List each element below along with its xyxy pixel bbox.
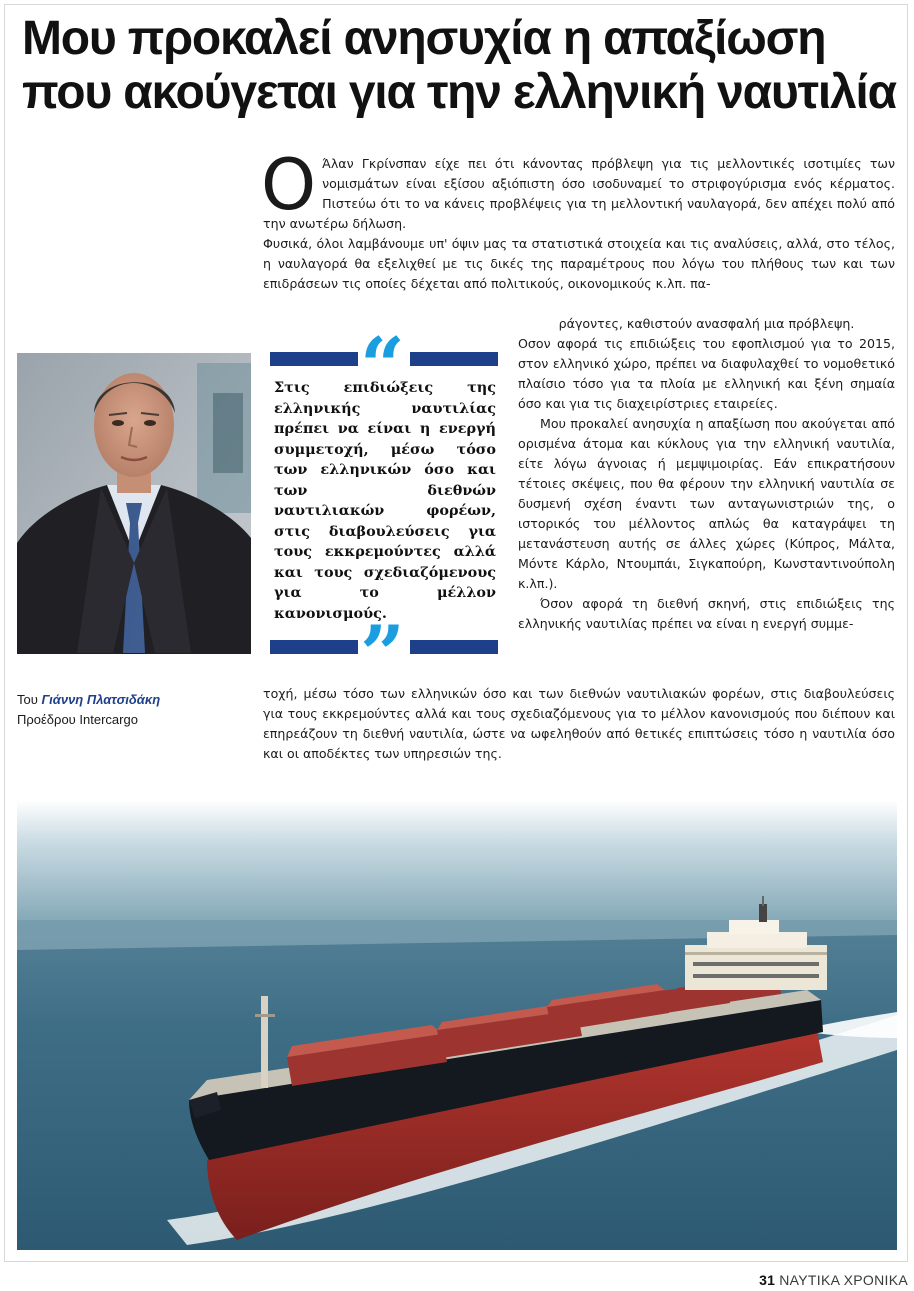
- article-paragraph-5: Όσον αφορά τη διεθνή σκηνή, στις επιδιώξεις της ελληνικής ναυτιλίας πρέπει να είναι η ενεργή συμμε-: [518, 596, 895, 631]
- article-closing: [263, 684, 895, 764]
- article-right-column: [518, 314, 895, 634]
- pull-quote: [270, 321, 498, 700]
- page-folio: [759, 1272, 908, 1288]
- article-paragraph-3: Οσον αφορά τις επιδιώξεις του εφοπλισμού για το 2015, στον ελληνικό χώρο, πρέπει να διαφυλαχθεί το νομοθετικό πλαίσιο τόσο για τα πλοία με ελληνική και ξένη σημαία όσο και για τις διαχειρίστριες εταιρείες.: [518, 336, 895, 411]
- page-number: 31: [759, 1272, 776, 1288]
- byline-title: Προέδρου Intercargo: [17, 712, 138, 727]
- author-portrait: [17, 353, 251, 654]
- byline-author: Γιάννη Πλατσιδάκη: [41, 692, 161, 707]
- headline-line-1: Μου προκαλεί ανησυχία η απαξίωση: [22, 12, 826, 65]
- article-intro: [261, 144, 895, 294]
- article-paragraph-1: Άλαν Γκρίνσπαν είχε πει ότι κάνοντας πρόβλεψη για τις μελλοντικές ισοτιμίες των νομισμάτων είναι εξίσου αξιόπιστη όσο ισοδυναμεί το στριφογύρισμα ενός κέρματος. Πιστεύω ότι το να κάνεις προβλέψεις για τη μελλοντική ναυλαγορά, δεν απέχει πολύ από την ανωτέρω δήλωση.: [263, 156, 895, 231]
- article-paragraph-2-end: ράγοντες, καθιστούν ανασφαλή μια πρόβλεψη.: [558, 316, 855, 331]
- article-paragraph-4: Μου προκαλεί ανησυχία η απαξίωση που ακούγεται από ορισμένα άτομα και κύκλους για την ελληνική ναυτιλία, είτε λόγω άγνοιας ή μεμψιμοιρίας. Εάν επικρατήσουν τέτοιες σκέψεις, που θα φέρουν την ελληνική ναυτιλία σε δυσμενή σχέση έναντι των ανταγωνιστριών της, ο ιστορικός του μέλλοντος απλώς θα καταγράψει τη μετανάστευση αυτής σε άλλες χώρες (Κύπρος, Μάλτα, Μόντε Κάρλο, Ντουμπάι, Σιγκαπούρη, Κωνσταντινούπολη κ.λπ.).: [518, 416, 895, 591]
- close-quote-mark: ”: [360, 609, 405, 700]
- ship-illustration: [17, 800, 897, 1250]
- byline-prefix: Του: [17, 692, 38, 707]
- pull-quote-top-bar-left: [270, 352, 358, 366]
- headline-line-2: που ακούγεται για την ελληνική ναυτιλία: [22, 66, 896, 119]
- drop-cap: Ο: [261, 144, 317, 226]
- bulk-carrier-photo: [17, 800, 897, 1250]
- pull-quote-bottom-bar-right: [410, 640, 498, 654]
- pull-quote-top-bar-right: [410, 352, 498, 366]
- headline: [22, 12, 902, 120]
- pull-quote-bottom-bar-left: [270, 640, 358, 654]
- article-paragraph-2: Φυσικά, όλοι λαμβάνουμε υπ' όψιν μας τα στατιστικά στοιχεία και τις αναλύσεις, αλλά, στο τέλος, η ναυλαγορά θα εξελιχθεί με τις δικές της παραμέτρους που λόγω του πλήθους των και των επιδράσεων τις οποίες δέχεται από πολιτικούς, οικονομικούς κ.λπ. πα-: [263, 236, 895, 291]
- open-quote-mark: “: [360, 321, 405, 412]
- article-paragraph-5-end: τοχή, μέσω τόσο των ελληνικών όσο και των διεθνών ναυτιλιακών φορέων, στις διαβουλεύσεις για τους εκκρεμούντες αλλά και τους σχεδιαζόμενους για το μέλλον κανονισμούς που διέπουν και επηρεάζουν τη διεθνή ναυτιλία, ώστε να ωφεληθούν από θετικές επιπτώσεις τόσο η ναυτιλία όσο και οι αποδέκτες των υπηρεσιών της.: [263, 686, 895, 761]
- publication-name: ΝΑΥΤΙΚΑ ΧΡΟΝΙΚΑ: [779, 1272, 908, 1288]
- pull-quote-text: Στις επιδιώξεις της ελληνικής ναυτιλίας πρέπει να είναι η ενεργή συμμετοχή, μέσω τόσο των ελληνικών όσο και των διεθνών ναυτιλιακών φορέων, στις διαβουλεύσεις για τους εκκρεμούντες αλλά και τους σχεδιαζόμενους για το μέλλον κανονισμούς.: [274, 379, 496, 622]
- byline: [17, 690, 160, 730]
- portrait-illustration: [17, 353, 251, 654]
